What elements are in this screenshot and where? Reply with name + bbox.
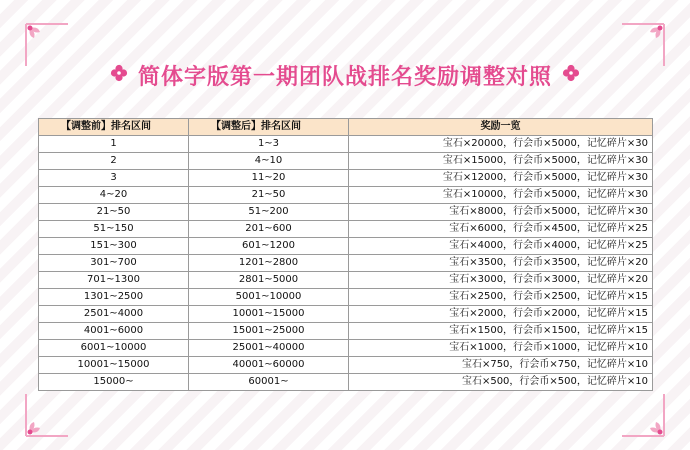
header-rewards: 奖励一览: [349, 119, 653, 136]
rank-after-cell: 4~10: [189, 153, 349, 170]
reward-cell: 宝石×3000，行会币×3000，记忆碎片×20: [349, 272, 653, 289]
rank-before-cell: 301~700: [39, 255, 189, 272]
reward-cell: 宝石×2000，行会币×2000，记忆碎片×15: [349, 306, 653, 323]
rank-before-cell: 4~20: [39, 187, 189, 204]
table-row: [39, 136, 653, 153]
table-row: [39, 289, 653, 306]
reward-cell: 宝石×8000，行会币×5000，记忆碎片×30: [349, 204, 653, 221]
reward-cell: 宝石×15000，行会币×5000，记忆碎片×30: [349, 153, 653, 170]
reward-cell: 宝石×4000，行会币×4000，记忆碎片×25: [349, 238, 653, 255]
rank-before-cell: 1301~2500: [39, 289, 189, 306]
table-row: [39, 204, 653, 221]
clover-icon: [110, 64, 128, 86]
table-row: [39, 238, 653, 255]
rank-after-cell: 11~20: [189, 170, 349, 187]
rank-after-cell: 1201~2800: [189, 255, 349, 272]
clover-icon: [562, 64, 580, 86]
rank-after-cell: 21~50: [189, 187, 349, 204]
table-row: [39, 323, 653, 340]
table-row: [39, 170, 653, 187]
rank-before-cell: 6001~10000: [39, 340, 189, 357]
reward-cell: 宝石×1500，行会币×1500，记忆碎片×15: [349, 323, 653, 340]
rank-after-cell: 201~600: [189, 221, 349, 238]
reward-cell: 宝石×20000，行会币×5000，记忆碎片×30: [349, 136, 653, 153]
rank-before-cell: 21~50: [39, 204, 189, 221]
rank-after-cell: 601~1200: [189, 238, 349, 255]
rank-before-cell: 701~1300: [39, 272, 189, 289]
rank-after-cell: 25001~40000: [189, 340, 349, 357]
rank-before-cell: 3: [39, 170, 189, 187]
header-after-rank: 【调整后】排名区间: [189, 119, 349, 136]
rank-before-cell: 2: [39, 153, 189, 170]
rank-before-cell: 151~300: [39, 238, 189, 255]
rank-before-cell: 15000~: [39, 374, 189, 391]
rank-before-cell: 4001~6000: [39, 323, 189, 340]
rank-before-cell: 2501~4000: [39, 306, 189, 323]
table-row: [39, 374, 653, 391]
reward-table: [38, 118, 653, 391]
reward-cell: 宝石×500，行会币×500，记忆碎片×10: [349, 374, 653, 391]
reward-cell: 宝石×2500，行会币×2500，记忆碎片×15: [349, 289, 653, 306]
table-row: [39, 340, 653, 357]
corner-ornament-icon: [620, 392, 666, 438]
rank-before-cell: 10001~15000: [39, 357, 189, 374]
reward-cell: 宝石×1000，行会币×1000，记忆碎片×10: [349, 340, 653, 357]
reward-cell: 宝石×10000，行会币×5000，记忆碎片×30: [349, 187, 653, 204]
reward-cell: 宝石×12000，行会币×5000，记忆碎片×30: [349, 170, 653, 187]
table-row: [39, 272, 653, 289]
rank-after-cell: 5001~10000: [189, 289, 349, 306]
rank-before-cell: 51~150: [39, 221, 189, 238]
rank-after-cell: 10001~15000: [189, 306, 349, 323]
rank-after-cell: 60001~: [189, 374, 349, 391]
rank-after-cell: 2801~5000: [189, 272, 349, 289]
table-row: [39, 357, 653, 374]
corner-ornament-icon: [24, 392, 70, 438]
rank-after-cell: 51~200: [189, 204, 349, 221]
rank-before-cell: 1: [39, 136, 189, 153]
reward-table-container: [38, 118, 652, 391]
header-before-rank: 【调整前】排名区间: [39, 119, 189, 136]
table-row: [39, 306, 653, 323]
page-title: 简体字版第一期团队战排名奖励调整对照: [137, 64, 552, 90]
table-row: [39, 221, 653, 238]
table-row: [39, 153, 653, 170]
rank-after-cell: 15001~25000: [189, 323, 349, 340]
reward-cell: 宝石×3500，行会币×3500，记忆碎片×20: [349, 255, 653, 272]
table-header-row: [39, 119, 653, 136]
title-row: [0, 60, 690, 90]
rank-after-cell: 1~3: [189, 136, 349, 153]
reward-cell: 宝石×6000，行会币×4500，记忆碎片×25: [349, 221, 653, 238]
rank-after-cell: 40001~60000: [189, 357, 349, 374]
reward-cell: 宝石×750，行会币×750，记忆碎片×10: [349, 357, 653, 374]
table-row: [39, 187, 653, 204]
table-row: [39, 255, 653, 272]
